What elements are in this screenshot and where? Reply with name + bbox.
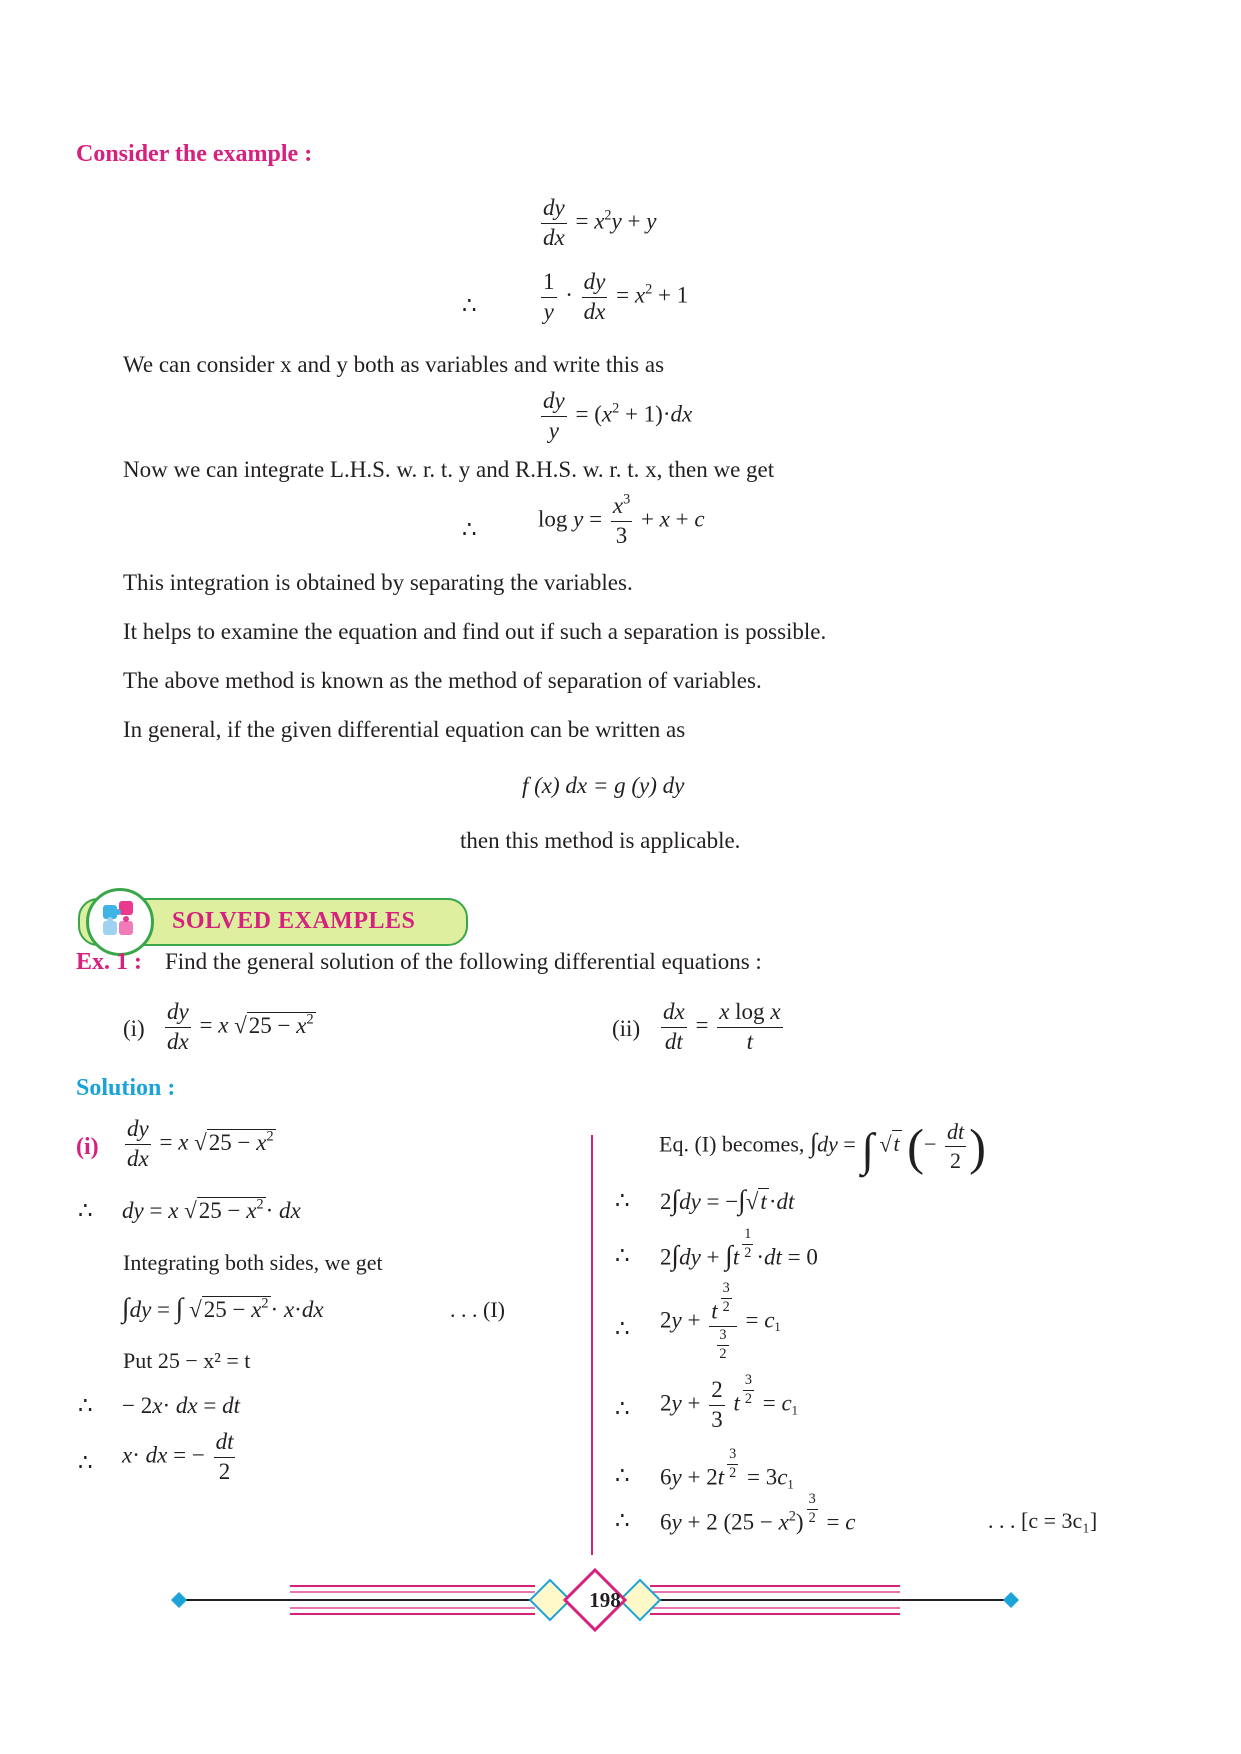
banner-label: SOLVED EXAMPLES — [172, 908, 416, 934]
therefore-symbol: ∴ — [462, 517, 477, 542]
solution-step-10: 6y + 2t $\frac{3}{2}$ = $3c_1$ — [660, 1446, 794, 1492]
therefore-symbol: ∴ — [615, 1243, 630, 1268]
therefore-symbol: ∴ — [615, 1316, 630, 1341]
puzzle-icon — [86, 888, 154, 956]
solution-step-5: x· dx = − $\frac{dt}{2}$ — [122, 1429, 234, 1484]
equation-4: log y = $\frac{x^3}{3}$ + x + c — [538, 491, 705, 548]
solution-step-6: 2∫dy = −∫√t·dt — [660, 1184, 795, 1215]
solution-part-label: (i) — [76, 1134, 99, 1160]
therefore-symbol: ∴ — [615, 1188, 630, 1213]
substitution-text: Put 25 − x² = t — [123, 1348, 251, 1373]
constant-note: . . . [c = 3c₁] — [988, 1508, 1098, 1533]
solution-step-9: 2y + $\frac{2}{3}$ t $\frac{3}{2}$ = $c_1$ — [660, 1372, 798, 1432]
equation-2: $\frac{1}{y}$ · $\frac{dy}{dx}$ = $x^2 + 1$ — [543, 269, 689, 324]
therefore-symbol: ∴ — [615, 1396, 630, 1421]
solution-step-4: − 2x· dx = dt — [122, 1393, 240, 1418]
therefore-symbol: ∴ — [615, 1463, 630, 1488]
diamond-right-icon — [1003, 1592, 1019, 1608]
paragraph-variables: We can consider x and y both as variables and write this as — [123, 352, 665, 377]
example-prompt: Find the general solution of the following differential equations : — [165, 949, 762, 974]
paragraph-separation: This integration is obtained by separating the variables. — [123, 570, 633, 595]
part-i-label: (i) — [123, 1016, 145, 1041]
solution-heading: Solution : — [76, 1075, 176, 1101]
paragraph-applicable: then this method is applicable. — [460, 828, 741, 853]
therefore-symbol: ∴ — [78, 1198, 93, 1223]
paragraph-integrate: Now we can integrate L.H.S. w. r. t. y and R.H.S. w. r. t. x, then we get — [123, 457, 775, 482]
general-form-equation: f (x) dx = g (y) dy — [522, 773, 685, 798]
therefore-symbol: ∴ — [78, 1450, 93, 1475]
paragraph-examine: It helps to examine the equation and find out if such a separation is possible. — [123, 619, 827, 644]
integrating-text: Integrating both sides, we get — [123, 1250, 383, 1275]
equation-1: $\frac{dy}{dx}$ = $x^2y + y$ — [543, 195, 657, 250]
solution-step-2: dy = x $√25 - x^2\cdot$ dx — [122, 1196, 301, 1223]
solution-step-7: 2∫dy + ∫t $\frac{1}{2}$ ·dt = 0 — [660, 1226, 818, 1271]
solution-step-3: ∫dy = ∫ $√25 - x^2\cdot x\cdot dx$ — [122, 1292, 324, 1323]
solution-step-8: 2y + t $\frac{3}{2}$ $\frac{3}{2}$ = $c_1$ — [660, 1280, 781, 1363]
equation-tag: . . . (I) — [450, 1297, 505, 1322]
solution-step-11: 6y + 2 $(25 - x^2)$ $\frac{3}{2}$ = c — [660, 1491, 856, 1535]
column-divider — [591, 1135, 593, 1555]
therefore-symbol: ∴ — [78, 1393, 93, 1418]
eq-becomes-text: Eq. (I) becomes, ∫dy = ∫ √t (− $\frac{dt}{2}$ ) — [659, 1119, 986, 1176]
therefore-symbol: ∴ — [615, 1508, 630, 1533]
solution-step-1: $\frac{dy}{dx}$ = x $√25 - x^2$ — [127, 1116, 274, 1171]
section-heading: Consider the example : — [76, 141, 313, 167]
paragraph-method: The above method is known as the method of separation of variables. — [123, 668, 762, 693]
page-number: 198 — [589, 1588, 621, 1612]
part-ii-label: (ii) — [612, 1016, 641, 1041]
eq-becomes-label: Eq. (I) becomes, — [659, 1131, 805, 1157]
paragraph-general: In general, if the given differential equation can be written as — [123, 717, 686, 742]
equation-3: $\frac{dy}{y}$ = $(x^2 + 1)\cdot dx$ — [543, 388, 693, 443]
diamond-left-icon — [171, 1592, 187, 1608]
therefore-symbol: ∴ — [462, 293, 477, 318]
example-label: Ex. 1 : — [76, 949, 142, 975]
part-i-equation: $\frac{dy}{dx}$ = x $√25 - x^2$ — [167, 999, 314, 1054]
part-ii-equation: $\frac{dx}{dt}$ = $\frac{\text{x log x}}{t}$ — [663, 999, 781, 1054]
